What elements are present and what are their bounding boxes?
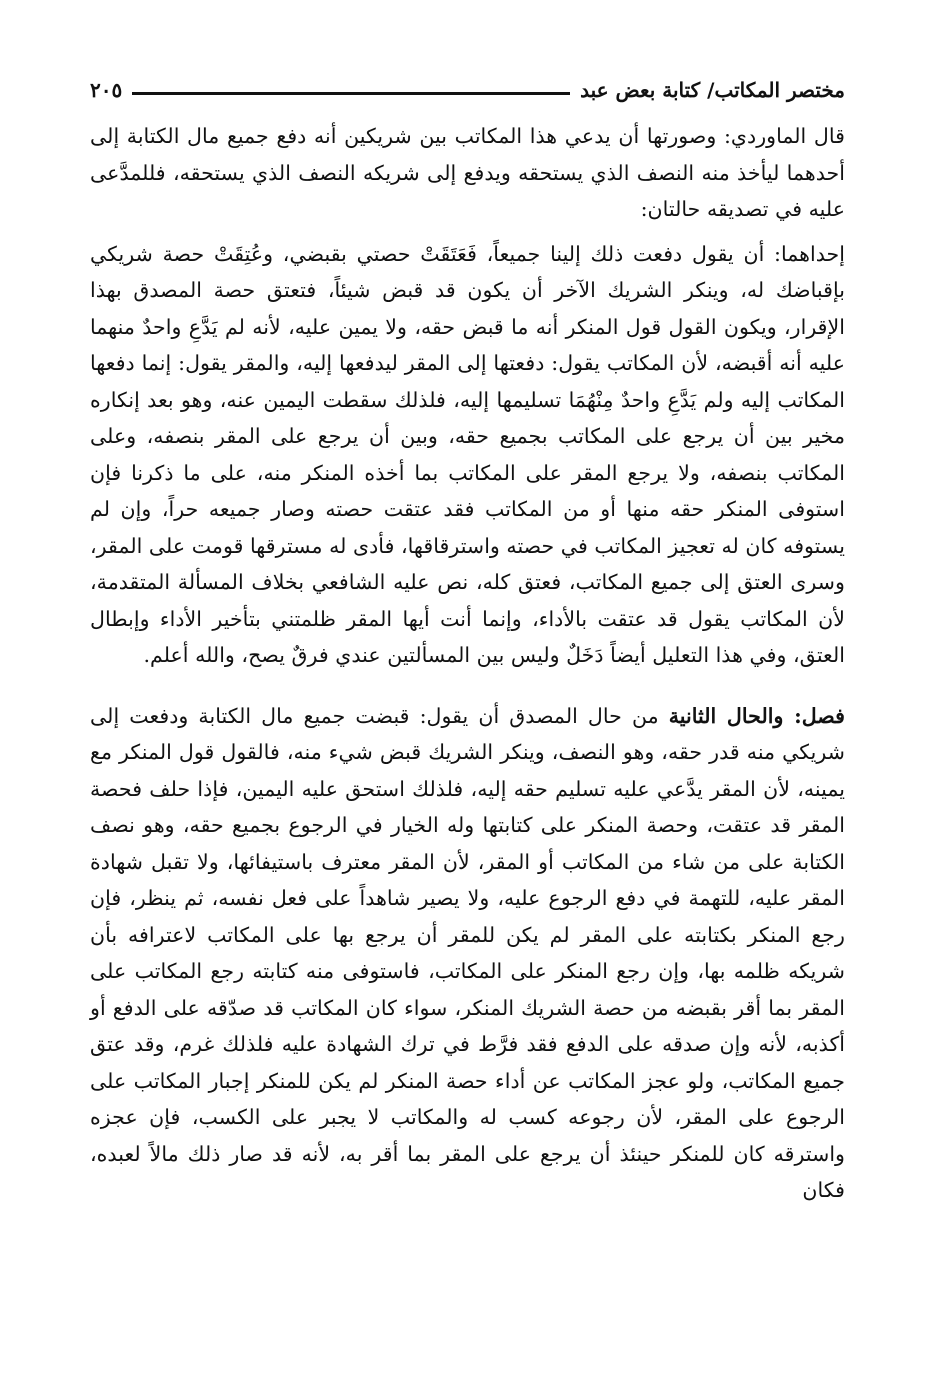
paragraph-intro <box>90 118 845 228</box>
section-heading: فصل: والحال الثانية <box>668 703 845 728</box>
paragraph-second-case <box>90 698 845 1209</box>
paragraph-intro-text: قال الماوردي: وصورتها أن يدعي هذا المكاتب بين شريكين أنه دفع جميع مال الكتابة إلى أحدهما ليأخذ منه النصف الذي يستحقه ويدفع إلى شريكه النصف الذي يستحقه، فللمدَّعى عليه في تصديقه حالتان: <box>90 124 845 221</box>
paragraph-second-case-text: من حال المصدق أن يقول: قبضت جميع مال الكتابة ودفعت إلى شريكي منه قدر حقه، وهو النصف، وينكر الشريك قبض شيء منه، فالقول قول المنكر مع يمينه، لأن المقر يدَّعي عليه تسليم حقه إليه، فلذلك استحق عليه اليمين، فإذا حلف فحصة المقر قد عتقت، وحصة المنكر على كتابتها وله الخيار في الرجوع بجميع حقه، وهو نصف الكتابة على من شاء من المكاتب أو المقر، لأن المقر معترف باستيفائها، ولا تقبل شهادة المقر عليه، للتهمة في دفع الرجوع عليه، ولا يصير شاهداً على فعل نفسه، ثم ينظر، فإن رجع المنكر بكتابته على المقر لم يكن للمقر أن يرجع بها على المكاتب لاعترافه بأن شريكه ظلمه بها، وإن رجع المنكر على المكاتب، فاستوفى منه كتابته رجع المكاتب على المقر بما أقر بقبضه من حصة الشريك المنكر، سواء كان المكاتب قد صدّقه على الدفع أو أكذبه، لأنه وإن صدقه على الدفع فقد فرَّط في ترك الشهادة عليه فلذلك غرم، وقد عتق جميع المكاتب، ولو عجز المكاتب عن أداء حصة المنكر لم يكن للمنكر إجبار المكاتب على الرجوع على المقر، لأن رجوعه كسب له والمكاتب لا يجبر على الكسب، فإن عجزه واسترقه كان للمنكر حينئذ أن يرجع على المقر بما أقر به، لأنه قد صار ذلك مالاً لعبده، فكان <box>90 703 845 1202</box>
page-number: ٢٠٥ <box>90 78 123 102</box>
paragraph-first-case-text: إحداهما: أن يقول دفعت ذلك إلينا جميعاً، فَعَتَقَتْ حصتي بقبضي، وعُتِقَتْ حصة شريكي بإقباضك له، وينكر الشريك الآخر أن يكون قد قبض شيئاً، فتعتق حصة المصدق بهذا الإقرار، ويكون القول قول المنكر أنه ما قبض حقه، ولا يمين عليه، لأنه لم يَدَّعِ واحدٌ منهما عليه أنه أقبضه، لأن المكاتب يقول: دفعتها إلى المقر ليدفعها إليه، والمقر يقول: إنما دفعها المكاتب إليه ولم يَدَّعِ واحدٌ مِنْهُمَا تسليمها إليه، فلذلك سقطت اليمين عنه، وهو بعد إنكاره مخير بين أن يرجع على المكاتب بجميع حقه، وبين أن يرجع على المقر بنصفه، وعلى المكاتب بنصفه، ولا يرجع المقر على المكاتب بما أخذه المنكر منه، على ما ذكرنا فإن استوفى المنكر حقه منها أو من المكاتب فقد عتقت حصته وصار جميعه حراً، وإن لم يستوفه كان له تعجيز المكاتب في حصته واسترقاقها، فأدى له مسترقها قومت على المقر، وسرى العتق إلى جميع المكاتب، فعتق كله، نص عليه الشافعي بخلاف المسألة المتقدمة، لأن المكاتب يقول قد عتقت بالأداء، وإنما أنت أيها المقر ظلمتني بتأخير الأداء وإبطال العتق، وفي هذا التعليل أيضاً دَخَلٌ وليس بين المسألتين عندي فرقٌ يصح، والله أعلم. <box>90 241 845 667</box>
book-page <box>90 70 845 1209</box>
running-header <box>90 70 845 110</box>
header-rule <box>132 92 570 95</box>
paragraph-first-case <box>90 236 845 674</box>
running-title: مختصر المكاتب/ كتابة بعض عبد <box>580 78 845 102</box>
